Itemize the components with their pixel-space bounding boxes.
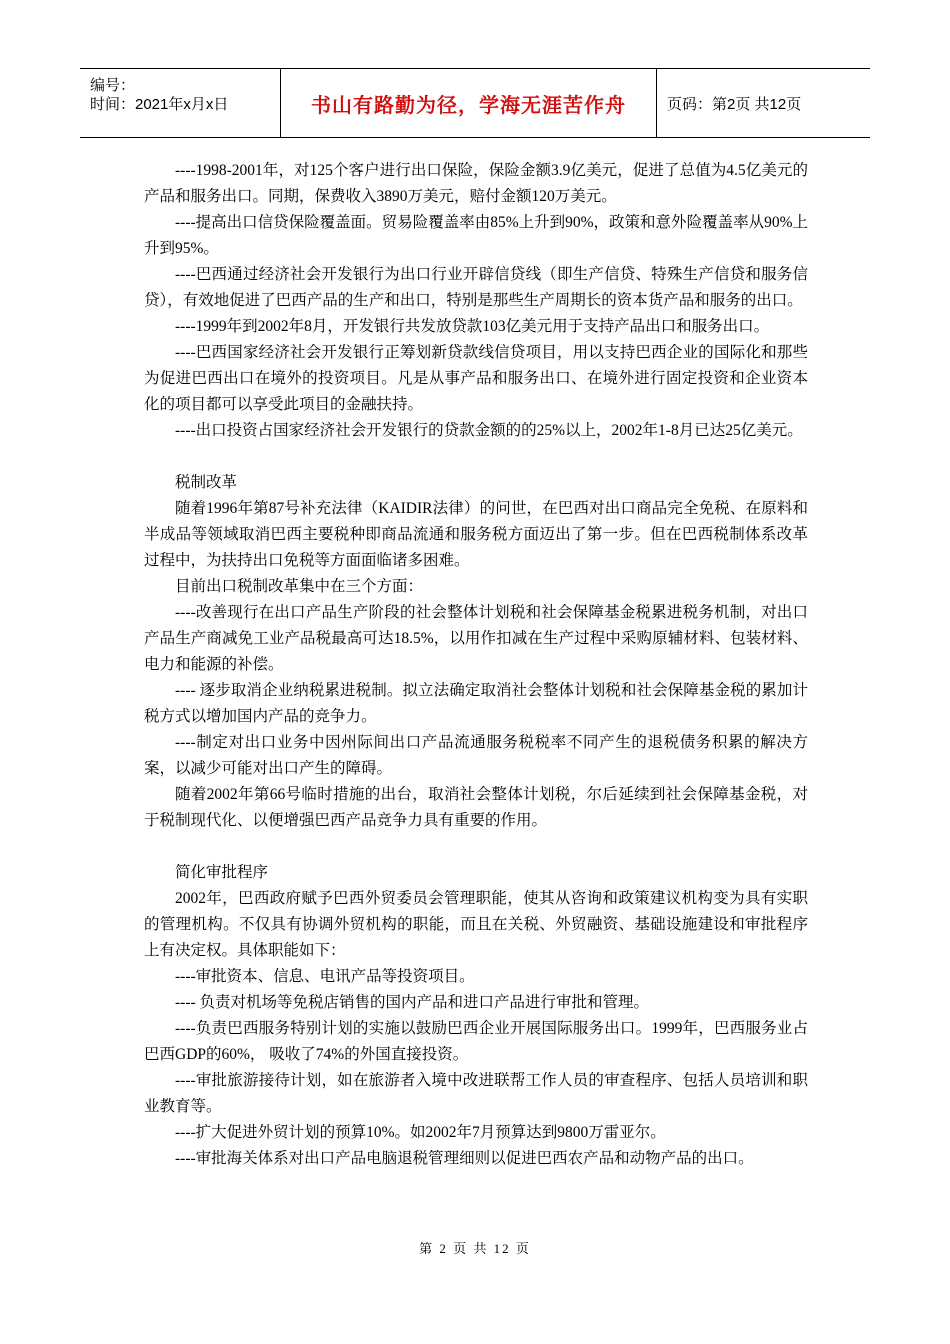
paragraph: 随着1996年第87号补充法律（KAIDIR法律）的问世，在巴西对出口商品完全免税、在原料和半成品等领域取消巴西主要税种即商品流通和服务税方面迈出了第一步。但在巴西税制体系改革过程中，为扶持出口免税等方面面临诸多困难。 — [144, 500, 808, 569]
page-header — [80, 68, 870, 138]
page-footer: 第 2 页 共 12 页 — [419, 1241, 531, 1256]
paragraph: ---- 负责对机场等免税店销售的国内产品和进口产品进行审批和管理。 — [175, 994, 650, 1011]
paragraph: ----1999年到2002年8月，开发银行共发放贷款103亿美元用于支持产品出口和服务出口。 — [175, 318, 770, 335]
paragraph: ----改善现行在出口产品生产阶段的社会整体计划税和社会保障基金税累进税务机制，对出口产品生产商减免工业产品税最高可达18.5%，以用作扣减在生产过程中采购原辅材料、包装材料、电力和能源的补偿。 — [144, 604, 808, 673]
paragraph: ----巴西国家经济社会开发银行正筹划新贷款线信贷项目，用以支持巴西企业的国际化和那些为促进巴西出口在境外的投资项目。凡是从事产品和服务出口、在境外进行固定投资和企业资本化的项目都可以享受此项目的金融扶持。 — [144, 344, 808, 413]
paragraph-spacer — [144, 444, 808, 470]
paragraph: ----负责巴西服务特别计划的实施以鼓励巴西企业开展国际服务出口。1999年，巴西服务业占巴西GDP的60%， 吸收了74%的外国直接投资。 — [144, 1020, 808, 1063]
paragraph: ----巴西通过经济社会开发银行为出口行业开辟信贷线（即生产信贷、特殊生产信贷和服务信贷），有效地促进了巴西产品的生产和出口，特别是那些生产周期长的资本货产品和服务的出口。 — [144, 266, 808, 309]
paragraph: ----提高出口信贷保险覆盖面。贸易险覆盖率由85%上升到90%，政策和意外险覆盖率从90%上升到95%。 — [144, 214, 808, 257]
paragraph: ----审批资本、信息、电讯产品等投资项目。 — [175, 968, 475, 985]
header-motto: 书山有路勤为径，学海无涯苦作舟 — [311, 92, 626, 117]
document-body — [144, 158, 808, 1172]
paragraph: 随着2002年第66号临时措施的出台，取消社会整体计划税，尔后延续到社会保障基金税，对于税制现代化、以便增强巴西产品竞争力具有重要的作用。 — [144, 786, 808, 829]
paragraph: 2002年，巴西政府赋予巴西外贸委员会管理职能，使其从咨询和政策建议机构变为具有实职的管理机构。不仅具有协调外贸机构的职能，而且在关税、外贸融资、基础设施建设和审批程序上有决定权。具体职能如下： — [144, 890, 808, 959]
header-motto-cell — [281, 69, 657, 137]
paragraph: ----审批旅游接待计划，如在旅游者入境中改进联帮工作人员的审查程序、包括人员培训和职业教育等。 — [144, 1072, 808, 1115]
paragraph: ---- 逐步取消企业纳税累进税制。拟立法确定取消社会整体计划税和社会保障基金税的累加计税方式以增加国内产品的竞争力。 — [144, 682, 808, 725]
header-page-info: 页码：第2页 共12页 — [667, 95, 802, 113]
paragraph: 税制改革 — [175, 474, 238, 491]
paragraph: 简化审批程序 — [175, 864, 269, 881]
paragraph: ----出口投资占国家经济社会开发银行的贷款金额的的25%以上，2002年1-8月已达25亿美元。 — [175, 422, 803, 439]
paragraph: ----审批海关体系对出口产品电脑退税管理细则以促进巴西农产品和动物产品的出口。 — [175, 1150, 754, 1167]
paragraph-spacer — [144, 834, 808, 860]
header-meta-cell — [80, 69, 281, 137]
paragraph: ----扩大促进外贸计划的预算10%。如2002年7月预算达到9800万雷亚尔。 — [175, 1124, 666, 1141]
header-page-cell — [657, 69, 870, 137]
paragraph: ----制定对出口业务中因州际间出口产品流通服务税税率不同产生的退税债务积累的解决方案，以减少可能对出口产生的障碍。 — [144, 734, 808, 777]
document-number-label: 编号： — [90, 77, 136, 94]
paragraph: ----1998-2001年，对125个客户进行出口保险，保险金额3.9亿美元，促进了总值为4.5亿美元的产品和服务出口。同期，保费收入3890万美元，赔付金额120万美元。 — [144, 162, 808, 205]
paragraph: 目前出口税制改革集中在三个方面： — [175, 578, 424, 595]
document-time-label: 时间：2021年x月x日 — [90, 96, 229, 113]
